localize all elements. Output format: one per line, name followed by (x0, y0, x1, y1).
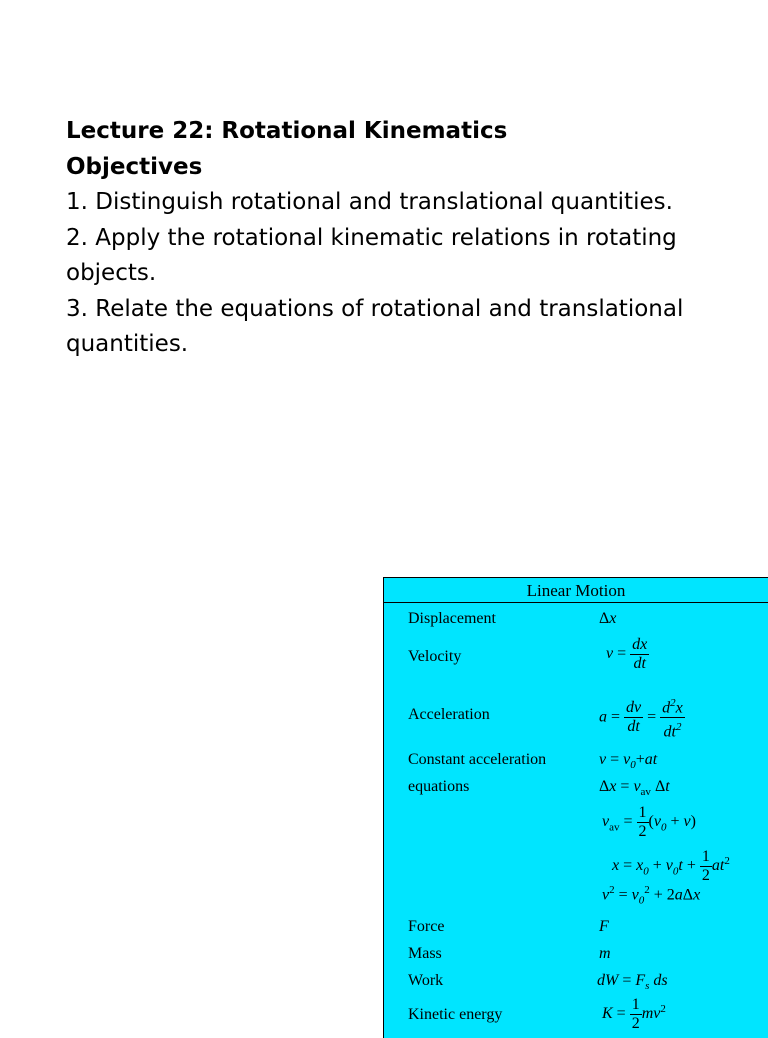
row-label-mass: Mass (408, 945, 442, 962)
row-label-acceleration: Acceleration (408, 706, 490, 723)
eq-average-velocity: $v_{av}$ = $\frac{1}{2}$ $(v_0 + v)$ (602, 804, 696, 840)
row-label-kinetic-energy: Kinetic energy (408, 1006, 503, 1023)
row-label-work: Work (408, 972, 444, 989)
eq-velocity: v = $\frac{dx}{dt}$ (606, 636, 648, 672)
row-label-equations: equations (408, 778, 470, 795)
eq-mass: m (599, 945, 611, 962)
objective-line: 1. Distinguish rotational and translational quantities. (66, 189, 673, 215)
lecture-title: Lecture 22: Rotational Kinematics (66, 118, 508, 144)
objective-line: 3. Relate the equations of rotational and translational (66, 295, 684, 322)
eq-velocity-squared: $v^2 = v_0^2 + 2a\Delta x$ (602, 884, 701, 907)
eq-acceleration: a = $\frac{dv}{dt}$ = $\frac{d^2x}{dt^2}$ (599, 694, 685, 742)
eq-displacement: Δx (599, 610, 617, 627)
objective-line: objects. (66, 260, 157, 286)
objectives-heading: Objectives (66, 153, 203, 180)
row-label-displacement: Displacement (408, 610, 496, 627)
eq-force: F (599, 918, 609, 935)
lecture-text (66, 114, 756, 363)
row-label-force: Force (408, 918, 445, 935)
eq-displacement-avg: $\Delta x = v_{av}$ Δt (599, 778, 670, 799)
table-header: Linear Motion (384, 578, 768, 603)
row-label-velocity: Velocity (408, 648, 462, 665)
eq-velocity-time: $v = v_0+at$ (599, 751, 658, 772)
eq-work: dW = $F_s$ ds (597, 972, 668, 993)
eq-position-time: $x = x_0 + v_0t$ + $\frac{1}{2}$ $at^2$ (612, 848, 730, 884)
linear-motion-table (383, 577, 768, 1038)
objective-line: 2. Apply the rotational kinematic relations in rotating (66, 224, 677, 251)
objective-line: quantities. (66, 331, 189, 357)
row-label-constant-acceleration: Constant acceleration (408, 751, 547, 768)
eq-kinetic-energy: K = $\frac{1}{2}$ $mv^2$ (602, 996, 666, 1032)
